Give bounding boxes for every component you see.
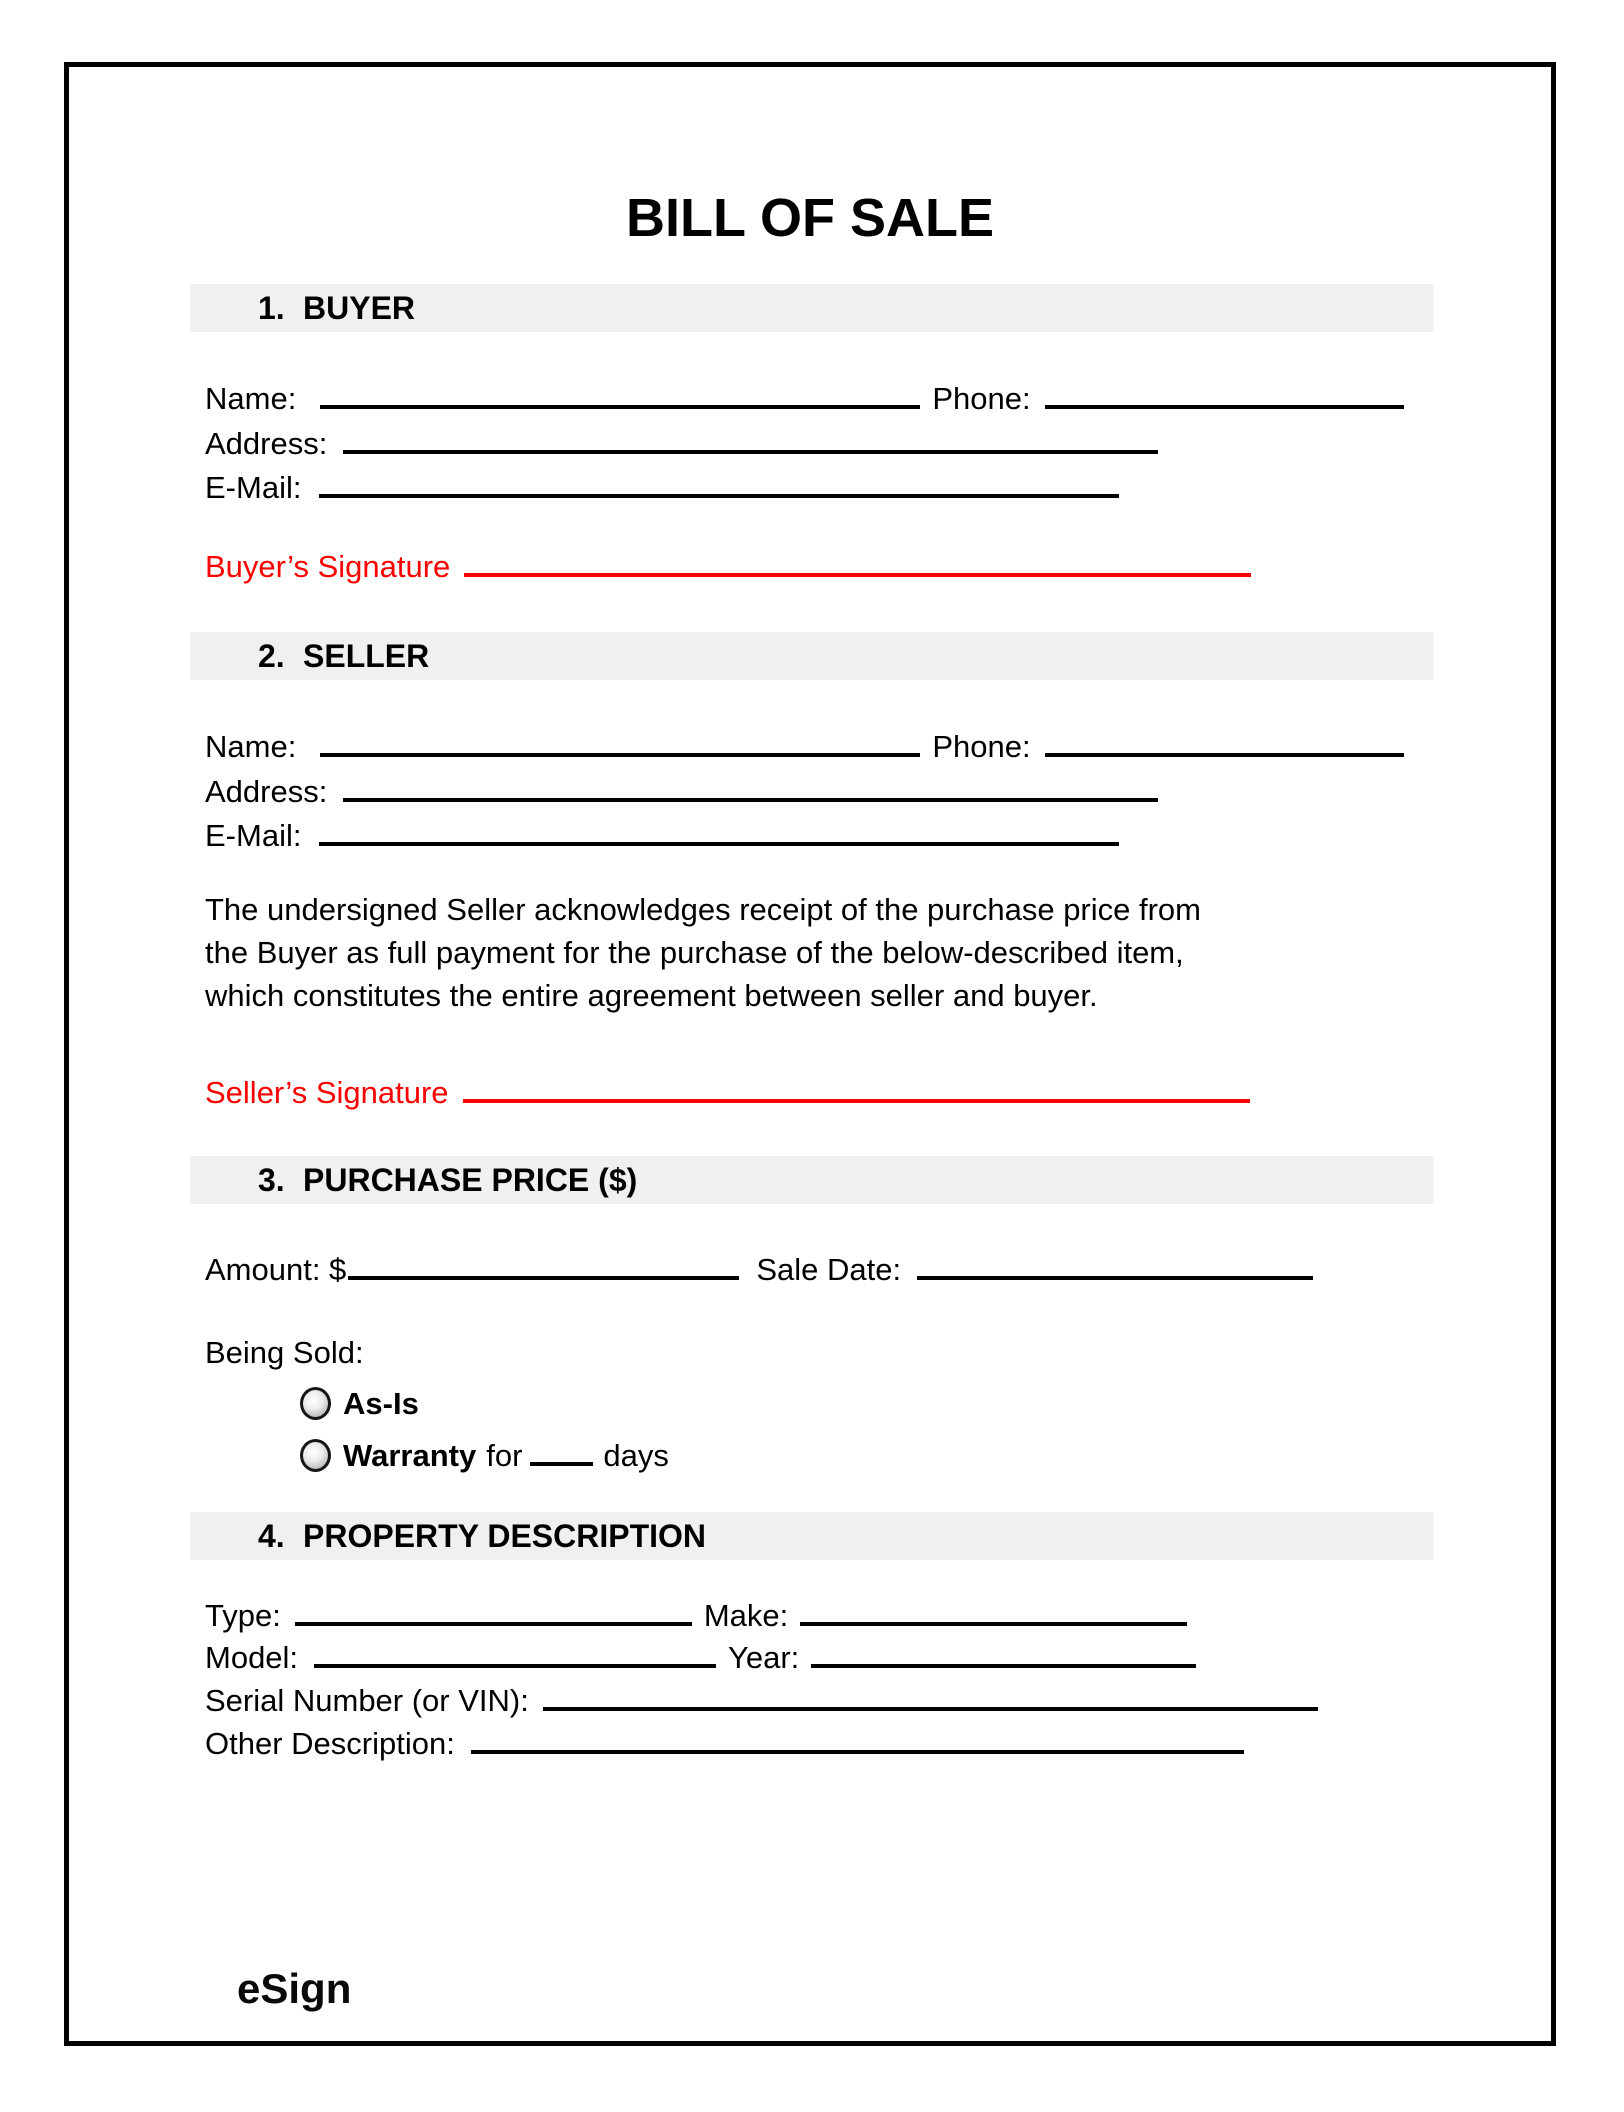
seller-phone-field[interactable] [1045,753,1404,757]
section-title: BUYER [303,289,416,326]
seller-name-row [205,729,1433,765]
serial-number-field[interactable] [543,1707,1318,1711]
model-label: Model: [205,1640,299,1675]
make-field[interactable] [800,1622,1187,1626]
seller-signature-label: Seller’s Signature [205,1075,449,1110]
buyer-name-label: Name: [205,381,297,416]
section-header-buyer [190,284,1433,332]
as-is-radio[interactable] [300,1387,331,1420]
paragraph-line: The undersigned Seller acknowledges receipt of the purchase price from [205,892,1201,927]
as-is-label: As-Is [343,1386,419,1421]
warranty-radio[interactable] [300,1439,331,1472]
make-label: Make: [703,1598,789,1633]
seller-address-row [205,774,1433,810]
warranty-days-field[interactable] [530,1462,593,1466]
seller-email-field[interactable] [319,842,1119,846]
seller-acknowledgement-paragraph [205,888,1445,1017]
buyer-phone-label: Phone: [932,381,1031,416]
paragraph-line: the Buyer as full payment for the purchase of the below-described item, [205,935,1184,970]
year-field[interactable] [811,1664,1196,1668]
paragraph-line: which constitutes the entire agreement between seller and buyer. [205,978,1098,1013]
being-sold-label: Being Sold: [205,1335,364,1370]
buyer-signature-label: Buyer’s Signature [205,549,451,584]
section-header-seller [190,632,1433,680]
seller-address-field[interactable] [343,798,1158,802]
model-year-row [205,1640,1433,1676]
buyer-signature-field[interactable] [464,573,1251,577]
warranty-label: Warranty [343,1438,477,1473]
seller-name-label: Name: [205,729,297,764]
buyer-address-field[interactable] [343,450,1158,454]
sale-date-field[interactable] [917,1276,1313,1280]
section-number: 2. [258,637,285,674]
seller-email-row [205,818,1433,854]
type-make-row [205,1598,1433,1634]
section-number: 4. [258,1517,285,1554]
buyer-email-field[interactable] [319,494,1119,498]
buyer-signature-row [205,549,1433,585]
other-description-row [205,1726,1433,1762]
seller-signature-field[interactable] [463,1099,1250,1103]
seller-email-label: E-Mail: [205,818,302,853]
type-field[interactable] [295,1622,692,1626]
warranty-days-label: days [603,1438,669,1473]
buyer-phone-field[interactable] [1045,405,1404,409]
seller-signature-row [205,1075,1433,1111]
buyer-address-row [205,426,1433,462]
amount-field[interactable] [348,1276,739,1280]
serial-number-row [205,1683,1433,1719]
seller-name-field[interactable] [320,753,920,757]
buyer-email-row [205,470,1433,506]
amount-label: Amount: $ [205,1252,347,1287]
buyer-name-field[interactable] [320,405,920,409]
buyer-email-label: E-Mail: [205,470,302,505]
being-sold-row [205,1335,1433,1371]
page-title: BILL OF SALE [625,188,994,248]
document-page [64,62,1556,2046]
section-title: SELLER [303,637,430,674]
other-description-field[interactable] [471,1750,1244,1754]
sale-date-label: Sale Date: [756,1252,902,1287]
section-title: PROPERTY DESCRIPTION [303,1517,707,1554]
as-is-option-row [300,1381,419,1422]
warranty-option-row [300,1433,669,1474]
warranty-for-label: for [486,1438,523,1473]
esign-logo: eSign [237,1965,352,2012]
section-header-property-description [190,1512,1433,1560]
buyer-name-row [205,381,1433,417]
section-number: 3. [258,1161,285,1198]
seller-phone-label: Phone: [932,729,1031,764]
section-header-purchase-price [190,1156,1433,1204]
serial-number-label: Serial Number (or VIN): [205,1683,529,1718]
section-number: 1. [258,289,285,326]
section-title: PURCHASE PRICE ($) [303,1161,638,1198]
year-label: Year: [728,1640,800,1675]
amount-row [205,1252,1433,1288]
type-label: Type: [205,1598,281,1633]
seller-address-label: Address: [205,774,328,809]
other-description-label: Other Description: [205,1726,455,1761]
buyer-address-label: Address: [205,426,328,461]
model-field[interactable] [314,1664,716,1668]
